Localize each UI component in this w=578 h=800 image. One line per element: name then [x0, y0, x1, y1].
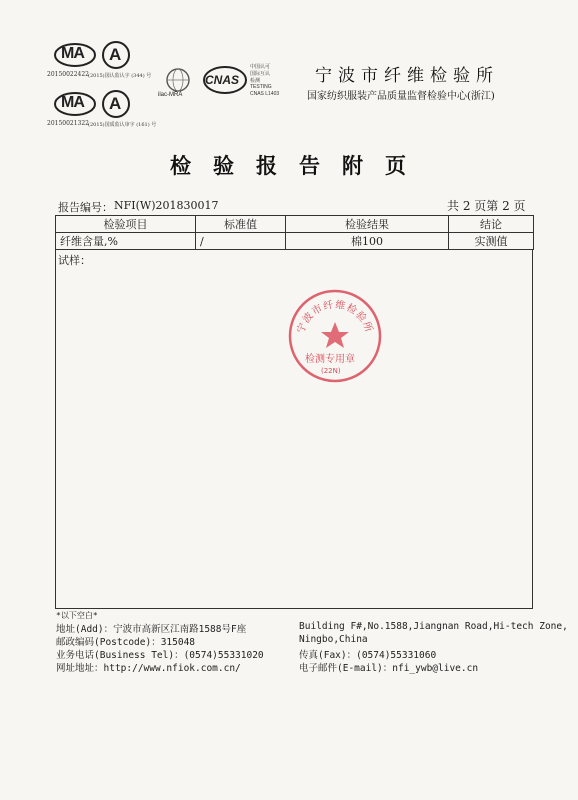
cma-label: MA — [61, 94, 84, 111]
cal-label: A — [109, 45, 122, 64]
cnas-caption-4: TESTING — [250, 84, 272, 90]
cnas-logo — [202, 64, 248, 96]
ilac-label: ilac-MRA — [158, 92, 183, 98]
cma-logo-top — [53, 42, 97, 68]
cal-logo-bottom — [101, 89, 131, 119]
header-test-item: 检验项目 — [56, 216, 196, 233]
postcode: 邮政编码(Postcode)：315048 — [56, 637, 196, 648]
website-link[interactable]: 网址地址：http://www.nfiok.com.cn/ — [56, 663, 241, 674]
end-note: *以下空白* — [56, 611, 98, 620]
cma-label: MA — [61, 45, 84, 62]
stamp-center-text: 检测专用章 — [305, 354, 355, 365]
page-info: 共 2 页第 2 页 — [447, 199, 526, 213]
cma-number-top: 20150022422 — [47, 71, 89, 78]
cma-number-bottom: 20150021322 — [47, 120, 89, 127]
stamp-ring-text: 宁波市纤维检验所 — [295, 299, 375, 335]
cnas-caption-3: 检测 — [250, 78, 261, 84]
table-header-row — [56, 216, 534, 233]
cell-test-result: 棉100 — [286, 233, 449, 250]
table-row — [56, 233, 534, 250]
header-test-result: 检验结果 — [286, 216, 449, 233]
sample-label: 试样： — [58, 254, 91, 267]
cal-label: A — [109, 94, 122, 113]
cnas-label: CNAS — [205, 73, 240, 87]
cell-conclusion: 实测值 — [449, 233, 534, 250]
ilac-mra-logo — [158, 66, 198, 102]
stamp-star-icon — [321, 322, 349, 348]
header-standard-value: 标准值 — [196, 216, 286, 233]
business-phone: 业务电话(Business Tel)：(0574)55331020 — [56, 650, 264, 661]
results-table — [55, 215, 534, 250]
cnas-caption-5: CNAS L1403 — [250, 91, 280, 97]
organization-subtitle: 国家纺织服装产品质量监督检验中心(浙江) — [307, 91, 495, 102]
inspection-stamp — [287, 288, 383, 384]
cma-caption-bottom: (2015)国质监认审字 (161) 号 — [88, 122, 157, 128]
cell-test-item: 纤维含量,% — [56, 233, 196, 250]
cma-logo-bottom — [53, 91, 97, 117]
address-en-line1: Building F#,No.1588,Jiangnan Road,Hi-tech Zone, — [299, 621, 568, 632]
cnas-caption-1: 中国认可 — [250, 64, 271, 70]
cell-standard-value: / — [196, 233, 286, 250]
document-title: 检验报告附页 — [170, 153, 428, 178]
cma-caption-top: (2015)国认监认字 (344) 号 — [88, 73, 152, 79]
address-en-line2: Ningbo,China — [299, 634, 368, 645]
cal-logo-top — [101, 40, 131, 70]
organization-name: 宁波市纤维检验所 — [315, 66, 499, 86]
fax: 传真(Fax)：(0574)55331060 — [299, 650, 437, 661]
cnas-caption-2: 国际互认 — [250, 71, 271, 77]
report-number: NFI(W)201830017 — [114, 199, 219, 212]
stamp-code: (22N) — [321, 367, 341, 375]
address-cn: 地址(Add)：宁波市高新区江南路1588号F座 — [56, 624, 247, 635]
header-conclusion: 结论 — [449, 216, 534, 233]
report-number-label: 报告编号： — [58, 201, 113, 214]
email-link[interactable]: 电子邮件(E-mail)：nfi_ywb@live.cn — [299, 663, 479, 674]
